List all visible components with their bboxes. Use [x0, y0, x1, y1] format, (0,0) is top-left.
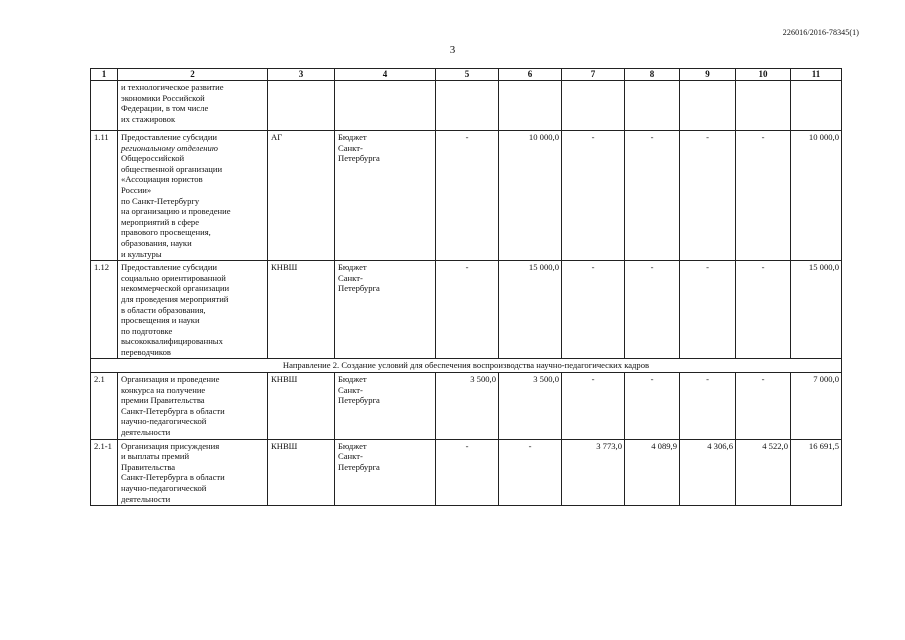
value-cell: 4 522,0	[736, 439, 791, 506]
value-cell: -	[562, 261, 625, 359]
description-line: некоммерческой организации	[121, 283, 230, 294]
value-cell: 3 500,0	[436, 373, 499, 440]
source-cell	[335, 261, 436, 359]
page-number: 3	[449, 44, 456, 56]
table-row	[91, 81, 842, 131]
description-line: и культуры	[121, 248, 162, 259]
value-cell: -	[680, 131, 736, 261]
description-line: Предоставление субсидии	[121, 132, 218, 142]
description-line: Санкт-Петербурга в области	[121, 405, 225, 416]
description-line: образования, науки	[121, 237, 192, 248]
table-row	[91, 261, 842, 359]
value-cell: -	[625, 373, 680, 440]
header-cell: 9	[680, 69, 736, 81]
description-line: в области образования,	[121, 304, 206, 315]
total-cell: 10 000,0	[791, 131, 842, 261]
description-cell	[118, 439, 268, 506]
header-cell: 1	[91, 69, 118, 81]
description-line: Федерации, в том числе	[121, 103, 209, 114]
description-line: на организацию и проведение	[121, 206, 231, 217]
total-cell: 16 691,5	[791, 439, 842, 506]
value-cell: 15 000,0	[499, 261, 562, 359]
description-line: высококвалифицированных	[121, 336, 223, 347]
description-line: мероприятий в сфере	[121, 216, 200, 227]
source-line: Петербурга	[338, 153, 380, 164]
description-line: социально ориентированной	[121, 272, 226, 283]
total-cell: 7 000,0	[791, 373, 842, 440]
description-line: Правительства	[121, 461, 176, 472]
description-line: и выплаты премий	[121, 451, 190, 462]
code-cell: 2.1-1	[91, 439, 118, 506]
description-cell	[118, 261, 268, 359]
section-heading: Направление 2. Создание условий для обеспечения воспроизводства научно-педагогических кадров	[91, 359, 842, 373]
total-cell: 15 000,0	[791, 261, 842, 359]
description-line: для проведения мероприятий	[121, 293, 229, 304]
table-row	[91, 373, 842, 440]
description-line: и технологическое развитие	[121, 82, 224, 92]
budget-table	[90, 68, 842, 506]
description-line: переводчиков	[121, 346, 171, 357]
description-line: Общероссийской	[121, 153, 185, 164]
description-cell	[118, 131, 268, 261]
description-cell	[118, 81, 268, 131]
source-line: Санкт-	[338, 142, 363, 153]
header-cell: 2	[118, 69, 268, 81]
executor-cell: АГ	[268, 131, 335, 261]
value-cell: -	[680, 373, 736, 440]
source-line: Петербурга	[338, 283, 380, 294]
source-line: Санкт-	[338, 384, 363, 395]
source-line: Петербурга	[338, 461, 380, 472]
value-cell: -	[736, 131, 791, 261]
source-line: Бюджет	[338, 132, 367, 142]
executor-cell: КНВШ	[268, 439, 335, 506]
value-cell: -	[562, 373, 625, 440]
value-cell: -	[625, 131, 680, 261]
description-line: просвещения и науки	[121, 315, 200, 326]
description-line: премии Правительства	[121, 395, 205, 406]
value-cell: 4 089,9	[625, 439, 680, 506]
description-line: по Санкт-Петербургу	[121, 195, 200, 206]
executor-cell: КНВШ	[268, 373, 335, 440]
value-cell: -	[736, 261, 791, 359]
source-cell	[335, 373, 436, 440]
header-cell: 11	[791, 69, 842, 81]
header-cell: 4	[335, 69, 436, 81]
source-line: Санкт-	[338, 272, 363, 283]
description-line: Организация присуждения	[121, 440, 220, 451]
description-line: деятельности	[121, 427, 171, 438]
value-cell: 10 000,0	[499, 131, 562, 261]
description-cell	[118, 373, 268, 440]
value-cell: -	[436, 131, 499, 261]
description-line: экономики Российской	[121, 92, 205, 103]
value-cell: -	[562, 131, 625, 261]
description-line: по подготовке	[121, 325, 173, 336]
description-line: Предоставление субсидии	[121, 262, 218, 273]
header-cell: 7	[562, 69, 625, 81]
description-line: России»	[121, 184, 152, 195]
section-row	[91, 359, 842, 373]
description-line: деятельности	[121, 493, 171, 504]
code-cell: 1.11	[91, 131, 118, 261]
code-cell	[91, 81, 118, 131]
description-line: конкурса на получение	[121, 384, 206, 395]
description-line: научно-педагогической	[121, 483, 207, 493]
value-cell: -	[436, 439, 499, 506]
description-line: правового просвещения,	[121, 227, 211, 238]
source-line: Бюджет	[338, 374, 367, 385]
table-row	[91, 131, 842, 261]
description-line: их стажировок	[121, 113, 176, 124]
table-row	[91, 439, 842, 506]
value-cell: -	[499, 439, 562, 506]
value-cell: 4 306,6	[680, 439, 736, 506]
source-line: Бюджет	[338, 440, 367, 451]
value-cell: -	[625, 261, 680, 359]
header-cell: 3	[268, 69, 335, 81]
description-line: Санкт-Петербурга в области	[121, 472, 225, 483]
value-cell: 3 773,0	[562, 439, 625, 506]
value-cell: -	[736, 373, 791, 440]
header-cell: 8	[625, 69, 680, 81]
description-line: «Ассоциация юристов	[121, 174, 203, 185]
description-line: Организация и проведение	[121, 374, 220, 385]
header-row	[91, 69, 842, 81]
description-line: региональному отделению	[121, 142, 218, 153]
code-cell: 1.12	[91, 261, 118, 359]
value-cell: -	[436, 261, 499, 359]
description-line: общественной организации	[121, 163, 223, 174]
value-cell: -	[680, 261, 736, 359]
executor-cell: КНВШ	[268, 261, 335, 359]
source-cell	[335, 131, 436, 261]
source-line: Санкт-	[338, 451, 363, 462]
source-line: Бюджет	[338, 262, 367, 273]
header-cell: 6	[499, 69, 562, 81]
value-cell: 3 500,0	[499, 373, 562, 440]
document-id: 226016/2016-78345(1)	[782, 28, 859, 37]
source-line: Петербурга	[338, 395, 380, 406]
code-cell: 2.1	[91, 373, 118, 440]
source-cell	[335, 439, 436, 506]
header-cell: 5	[436, 69, 499, 81]
header-cell: 10	[736, 69, 791, 81]
description-line: научно-педагогической	[121, 416, 207, 427]
